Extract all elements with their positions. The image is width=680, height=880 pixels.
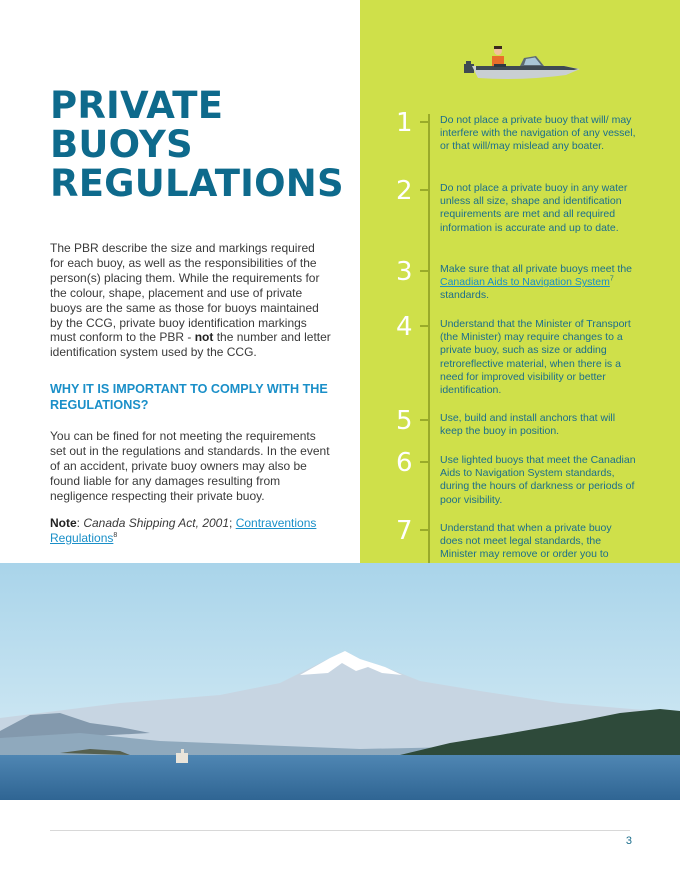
contraventions-regulations-link[interactable]: Contraventions Regulations	[50, 516, 317, 545]
rule-number: 2	[396, 176, 413, 206]
rule-tick	[420, 529, 429, 531]
rule-tick	[420, 461, 429, 463]
rule-text: Do not place a private buoy in any water unless all size, shape and identification requirements are met and all required information is accurate and up to date.	[440, 182, 628, 234]
rules-timeline-rail	[428, 114, 430, 571]
rule-number: 4	[396, 312, 413, 342]
footer-divider	[50, 830, 630, 831]
note	[50, 516, 340, 546]
intro-emphasis: not	[194, 330, 214, 345]
motorboat-illustration	[462, 42, 582, 84]
rule-tick	[420, 270, 429, 272]
canadian-aids-navigation-link[interactable]: Canadian Aids to Navigation System	[440, 276, 610, 289]
rule-text	[440, 263, 636, 303]
rule-number: 7	[396, 516, 413, 546]
note-act: Canada Shipping Act, 2001	[83, 516, 230, 530]
rule-text: Understand that the Minister of Transport (the Minister) may require changes to a private buoy, such as size or adding retroreflective material, when there is a need for improved visibility or better identification.	[440, 318, 631, 397]
rule-tick	[420, 419, 429, 421]
footnote-ref-8: 8	[113, 532, 118, 539]
rule-number: 5	[396, 406, 413, 436]
rule-text-end: standards.	[440, 289, 490, 302]
rule-number: 1	[396, 108, 413, 138]
fine-paragraph: You can be fined for not meeting the requirements set out in the regulations and standards. In the event of an accident, private buoy owners may also be found liable for any damages resulting from negligence respecting their private buoy.	[50, 429, 330, 503]
mountain-seascape-photo	[0, 563, 680, 800]
rule-tick	[420, 325, 429, 327]
intro-text-end: the number and letter identification system used by the CCG.	[50, 330, 331, 360]
rule-text: Use, build and install anchors that will keep the buoy in position.	[440, 412, 616, 438]
footnote-ref-7: 7	[609, 275, 614, 283]
rule-number: 3	[396, 257, 413, 287]
rule-number: 6	[396, 448, 413, 478]
rule-text: Do not place a private buoy that will/ may interfere with the navigation of any vessel, or that will/may mislead any boater.	[440, 114, 636, 153]
rule-text: Use lighted buoys that meet the Canadian Aids to Navigation System standards, during the hours of darkness or periods of poor visibility.	[440, 454, 636, 506]
intro-text-start: The PBR describe the size and markings required for each buoy, as well as the responsibilities of the person(s) placing them. While the requirements for the colour, shape, placement and use of private buoys are the same as those for buoys maintained by the CCG, private buoy identification markings must conform to the PBR -	[50, 241, 320, 345]
rule-tick	[420, 189, 429, 191]
rule-text: Understand that when a private buoy does not meet legal standards, the Minister may remove or order you to	[440, 522, 612, 561]
page-number: 3	[625, 835, 632, 847]
rule-text-start: Make sure that all private buoys meet the	[440, 263, 633, 275]
page-title: PRIVATE BUOYS REGULATIONS	[50, 84, 344, 205]
section-heading: WHY IT IS IMPORTANT TO COMPLY WITH THE REGULATIONS?	[50, 382, 328, 412]
rule-tick	[420, 121, 429, 123]
note-label: Note	[50, 516, 77, 530]
note-colon: :	[76, 516, 84, 530]
note-separator: ;	[229, 516, 236, 530]
intro-paragraph	[50, 241, 332, 360]
